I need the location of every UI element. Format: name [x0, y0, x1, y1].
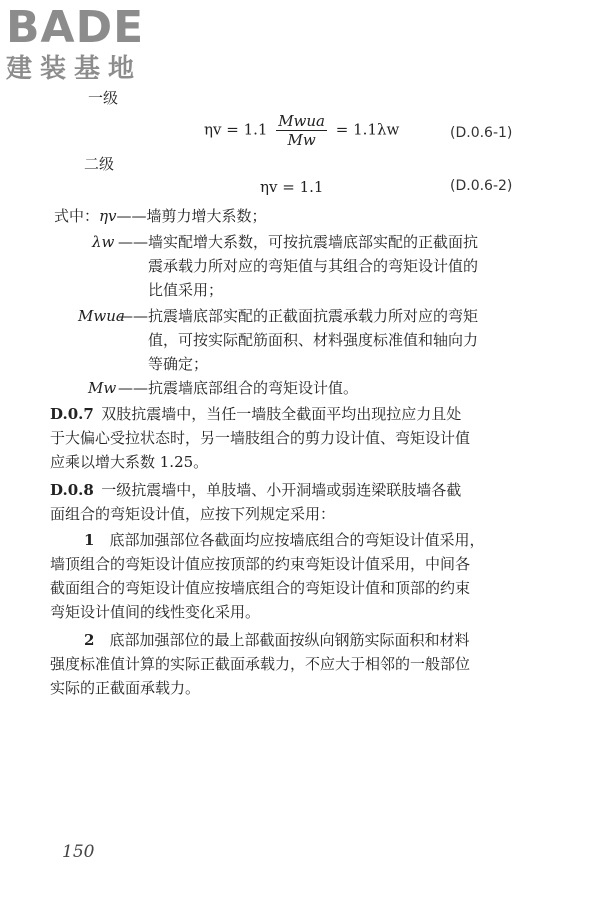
clause-d08-number: D.0.8 [50, 481, 94, 499]
page-number: 150 [62, 842, 95, 862]
formula1-rhs: = 1.1λw [335, 120, 400, 139]
logo-sub-text: 建装基地 [6, 54, 143, 84]
mwua-symbol: Mwua [78, 307, 125, 325]
lambda-desc-line-2: 震承载力所对应的弯矩值与其组合的弯矩设计值的 [148, 257, 479, 275]
formula1-numerator: Mwua [278, 112, 326, 130]
formula1-fraction [276, 112, 327, 149]
formula-d061 [204, 112, 399, 149]
lambda-symbol: λw [92, 233, 115, 251]
item-2-line-1 [84, 630, 469, 650]
clause-d07-line-1 [50, 404, 461, 424]
item-1-line-3: 截面组合的弯矩设计值应按墙底组合的弯矩设计值和顶部的约束 [50, 579, 471, 597]
item-2-text-1: 底部加强部位的最上部截面按纵向钢筋实际面积和材料 [109, 631, 470, 649]
clause-d08-line-2: 面组合的弯矩设计值，应按下列规定采用： [50, 505, 336, 523]
item-1-line-2: 墙顶组合的弯矩设计值应按顶部的约束弯矩设计值采用，中间各 [50, 555, 471, 573]
section-level-two: 二级 [84, 155, 115, 173]
item-2-line-3: 实际的正截面承载力。 [50, 679, 201, 697]
where-eta-line [54, 206, 267, 226]
equation-number-1: (D.0.6-1) [450, 125, 513, 141]
mw-description: ——抗震墙底部组合的弯矩设计值。 [118, 379, 359, 397]
item-1-number: 1 [84, 531, 95, 549]
mw-symbol: Mw [88, 379, 117, 397]
logo-main-text: BADE [6, 2, 145, 53]
mwua-desc-line-1: ——抗震墙底部实配的正截面抗震承载力所对应的弯矩 [118, 307, 479, 325]
item-2-number: 2 [84, 631, 95, 649]
equation-number-2: (D.0.6-2) [450, 178, 513, 194]
where-intro: 式中： [54, 207, 100, 225]
clause-d07-line-3: 应乘以增大系数 1.25。 [50, 453, 209, 471]
logo [6, 4, 176, 84]
lambda-desc-line-3: 比值采用； [148, 281, 224, 299]
clause-d07-text-1: 双肢抗震墙中，当任一墙肢全截面平均出现拉应力且处 [101, 405, 462, 423]
clause-d08-text-1: 一级抗震墙中，单肢墙、小开洞墙或弱连梁联肢墙各截 [101, 481, 462, 499]
lambda-desc-line-1: ——墙实配增大系数，可按抗震墙底部实配的正截面抗 [118, 233, 479, 251]
item-1-text-1: 底部加强部位各截面均应按墙底组合的弯矩设计值采用， [109, 531, 485, 549]
section-level-one: 一级 [88, 89, 119, 107]
formula-d062: ηv = 1.1 [260, 178, 324, 196]
mwua-desc-line-2: 值，可按实际配筋面积、材料强度标准值和轴向力 [148, 331, 479, 349]
eta-description: ——墙剪力增大系数； [116, 207, 267, 225]
mwua-desc-line-3: 等确定； [148, 355, 209, 373]
clause-d07-line-2: 于大偏心受拉状态时，另一墙肢组合的剪力设计值、弯矩设计值 [50, 429, 471, 447]
item-1-line-4: 弯矩设计值间的线性变化采用。 [50, 603, 261, 621]
clause-d08-line-1 [50, 480, 461, 500]
clause-d07-number: D.0.7 [50, 405, 94, 423]
item-1-line-1 [84, 530, 484, 550]
eta-symbol: ηv [99, 207, 117, 225]
formula1-denominator: Mw [287, 131, 316, 149]
formula1-lhs: ηv = 1.1 [204, 120, 268, 139]
item-2-line-2: 强度标准值计算的实际正截面承载力，不应大于相邻的一般部位 [50, 655, 471, 673]
